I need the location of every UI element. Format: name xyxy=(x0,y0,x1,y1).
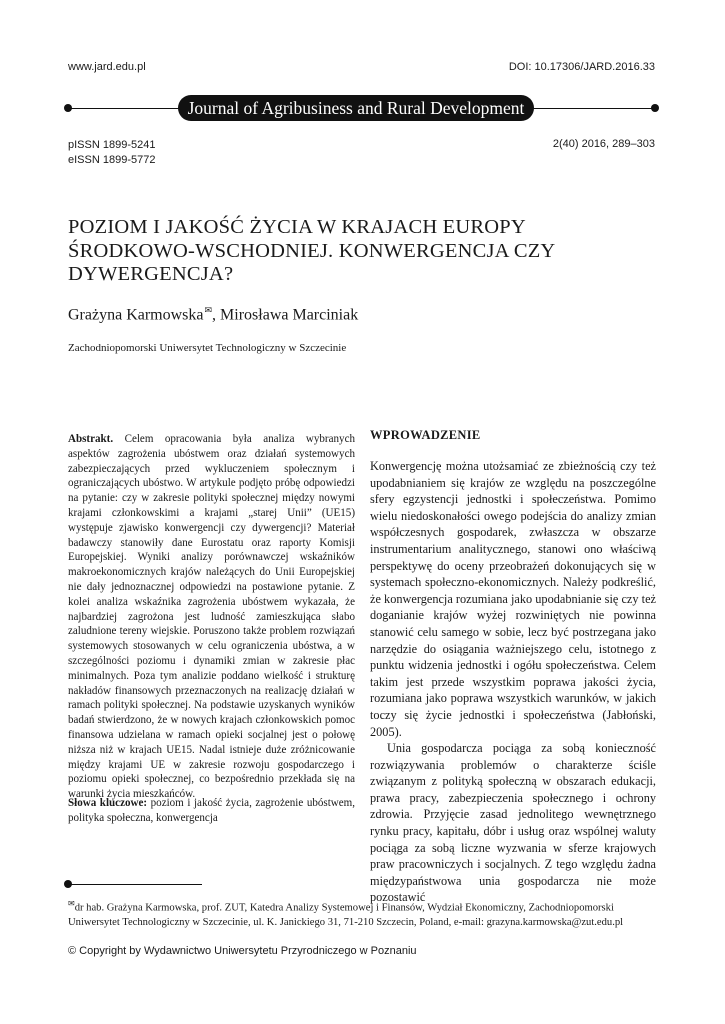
abstract-label: Abstrakt. xyxy=(68,433,114,445)
banner-right-dot xyxy=(651,104,659,112)
intro-paragraph-1: Konwergencję można utożsamiać ze zbieżnością czy też upodabnianiem się krajów ze względu na poszczególne sfery egzystencji jednostki i społeczeństwa. Pomimo wielu niedoskonałości owego podejścia do analizy zmian współczesnych gospodarek, zwłaszcza w obszarze instrumentarium analitycznego, stanowi ono właściwą perspektywę do oceny przeobrażeń dokonujących się w systemach społeczno-ekonomicznych. Należy podkreślić, że konwergencja rozumiana jako upodabnianie się czy też doganianie krajów wyżej rozwiniętych nie powinna stanowić celu samego w sobie, lecz być postrzegana jako narzędzie do osiągania ważniejszego celu, istotnego z punktu widzenia jednostki i ogółu społeczeństwa. Celem takim jest przede wszystkim poprawa jakości życia, rozumiana jako poprawa wszystkich warunków, w jakich toczy się życie jednostki i społeczeństwa (Jabłoński, 2005). xyxy=(370,459,656,739)
issue-info: 2(40) 2016, 289–303 xyxy=(552,138,655,150)
copyright: © Copyright by Wydawnictwo Uniwersytetu Przyrodniczego w Poznaniu xyxy=(68,945,417,957)
keywords-text: poziom i jakość życia, zagrożenie ubóstwem, polityka społeczna, konwergencja xyxy=(68,797,355,824)
journal-banner: Journal of Agribusiness and Rural Development xyxy=(178,95,534,121)
authors xyxy=(68,305,358,324)
banner-left-dot xyxy=(64,104,72,112)
author-1: Grażyna Karmowska xyxy=(68,306,204,324)
affiliation: Zachodniopomorski Uniwersytet Technologiczny w Szczecinie xyxy=(68,342,347,354)
intro-paragraph-2: Unia gospodarcza pociąga za sobą konieczność rozwiązywania problemów o charakterze ściśle związanym z polityką społeczną w obszarach edukacji, prawa pracy, zabezpieczenia społecznego i ochrony zdrowia. Przyjęcie zasad jednolitego wewnętrznego rynku pracy, kapitału, dóbr i usług oraz wspólnej waluty pociąga za sobą liczne wyzwania w sferze krajowych praw pracowniczych i socjalnych. Z tego względu żadna międzypaństwowa unia gospodarcza nie może pozostawić xyxy=(370,741,656,905)
author-2: Mirosława Marciniak xyxy=(220,306,359,324)
footnote-rule xyxy=(68,884,202,885)
intro-body xyxy=(370,458,656,906)
journal-url[interactable]: www.jard.edu.pl xyxy=(68,61,146,73)
article-title: POZIOM I JAKOŚĆ ŻYCIA W KRAJACH EUROPY ŚRODKOWO-WSCHODNIEJ. KONWERGENCJA CZY DYWERGENCJA? xyxy=(68,216,555,285)
abstract-text: Celem opracowania była analiza wybranych aspektów zagrożenia ubóstwem oraz działań systemowych zabezpieczających przed wykluczeniem społecznym i ograniczających ubóstwo. W artykule podjęto próbę odpowiedzi na pytanie: czy w zakresie polityki społecznej między nowymi krajami członkowskimi a krajami „starej Unii” (UE15) występuje zjawisko konwergencji czy dywergencji? Materiał badawczy stanowiły dane Eurostatu oraz raporty Komisji Europejskiej. Wyniki analizy porównawczej wskaźników makroekonomicznych krajów należących do Unii Europejskiej nie dały jednoznacznej odpowiedzi na postawione pytanie. Z kolei analiza wskaźnika zagrożenia ubóstwem wykazała, że najbardziej zagrożona jest ludność zamieszkująca słabo zaludnione tereny wiejskie. Poruszono także problem rozwiązań systemowych stosowanych w celu ograniczenia ubóstwa, a w szczególności poziomu i dynamiki zmian w zakresie płac minimalnych. Poza tym analizie poddano wielkość i strukturę nakładów finansowych przeznaczonych na realizację działań w ramach polityki społecznej. Na podstawie uzyskanych wyników badań stwierdzono, że w nowych krajach członkowskich pomoc finansowa udzielana w ramach opieki socjalnej jest o połowę niższa niż w krajach UE15. Nadal istnieje duże zróżnicowanie między krajami UE w zakresie rozwoju gospodarczego i poziomu opieki społecznej, co bezpośrednio przekłada się na warunki życia mieszkańców. xyxy=(68,433,355,801)
author-separator: , xyxy=(212,306,221,324)
doi[interactable]: DOI: 10.17306/JARD.2016.33 xyxy=(508,61,655,73)
issn-block xyxy=(68,138,155,168)
footnote xyxy=(68,897,656,930)
keywords xyxy=(68,796,355,826)
footnote-text: dr hab. Grażyna Karmowska, prof. ZUT, Katedra Analizy Systemowej i Finansów, Wydział Ekonomiczny, Zachodniopomorski Uniwersytet Technologiczny w Szczecinie, ul. K. Janickiego 31, 71-210 Szczecin, Poland, e-mail: grazyna.karmowska@zut.edu.pl xyxy=(68,902,624,928)
mail-icon: ✉ xyxy=(68,899,75,908)
section-heading: WPROWADZENIE xyxy=(370,428,481,442)
pissn: pISSN 1899-5241 xyxy=(68,139,156,151)
eissn: eISSN 1899-5772 xyxy=(68,154,156,166)
abstract xyxy=(68,432,355,802)
keywords-label: Słowa kluczowe: xyxy=(68,797,148,809)
mail-icon[interactable]: ✉ xyxy=(204,305,213,315)
